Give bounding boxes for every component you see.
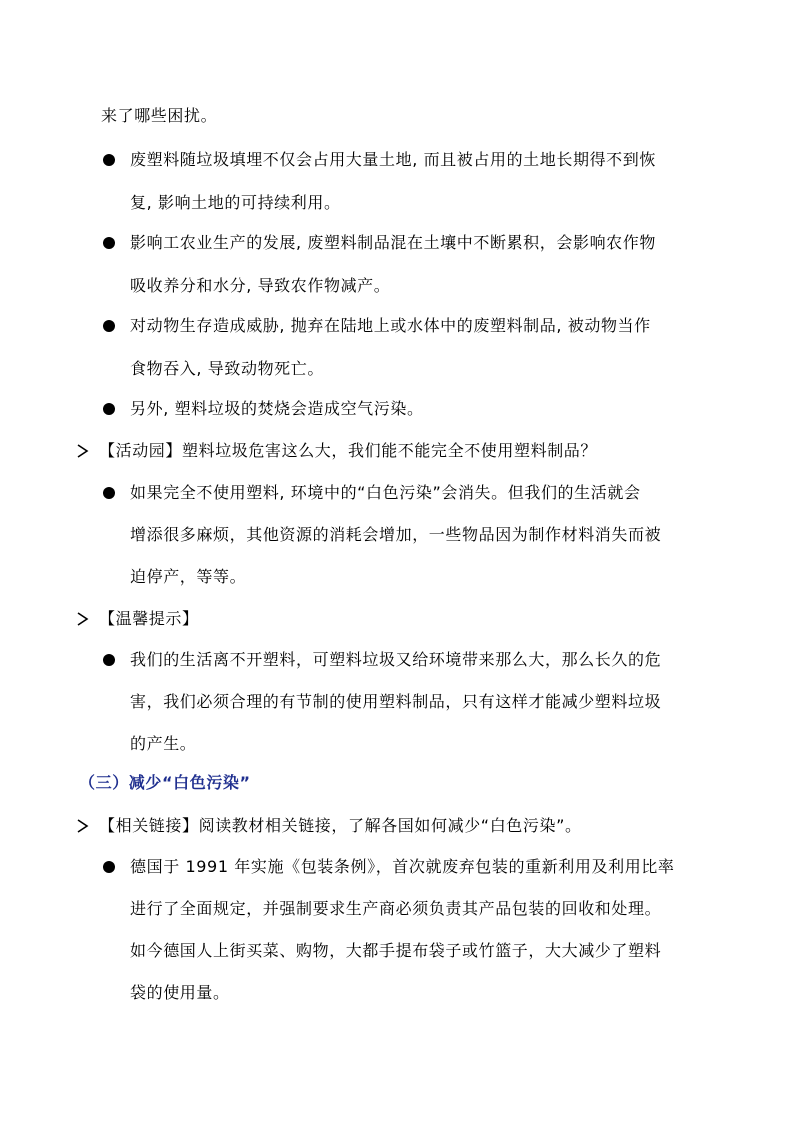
tip-line-1: 我们的生活离不开塑料，可塑料垃圾又给环境带来那么大，那么长久的危: [130, 650, 662, 669]
arrow-bullet-icon: [77, 443, 89, 459]
bullet-icon: [103, 320, 115, 332]
links-line-3: 如今德国人上街买菜、购物，大都手提布袋子或竹篮子，大大减少了塑料: [130, 941, 662, 960]
bullet-icon: [103, 487, 115, 499]
links-line-2: 进行了全面规定，并强制要求生产商必须负责其产品包装的回收和处理。: [130, 899, 662, 918]
activity-line-3: 迫停产，等等。: [130, 567, 247, 586]
impact-2-line-1: 影响工农业生产的发展, 废塑料制品混在土壤中不断累积，会影响农作物: [130, 233, 656, 252]
bullet-icon: [103, 154, 115, 166]
links-line-4: 袋的使用量。: [130, 983, 230, 1002]
links-heading: 【相关链接】阅读教材相关链接，了解各国如何减少“白色污染”。: [99, 816, 582, 835]
impact-2-line-2: 吸收养分和水分, 导致农作物减产。: [130, 276, 391, 295]
arrow-bullet-icon: [77, 611, 89, 627]
impact-3-line-2: 食物吞入, 导致动物死亡。: [130, 359, 324, 378]
intro-line: 来了哪些困扰。: [101, 106, 218, 125]
bullet-icon: [103, 403, 115, 415]
tip-line-2: 害，我们必须合理的有节制的使用塑料制品，只有这样才能减少塑料垃圾: [130, 692, 662, 711]
activity-line-2: 增添很多麻烦，其他资源的消耗会增加，一些物品因为制作材料消失而被: [130, 525, 662, 544]
activity-line-1: 如果完全不使用塑料, 环境中的“白色污染”会消失。但我们的生活就会: [130, 483, 641, 502]
bullet-icon: [103, 861, 115, 873]
impact-4-line-1: 另外, 塑料垃圾的焚烧会造成空气污染。: [130, 399, 424, 418]
links-line-1: 德国于 1991 年实施《包装条例》，首次就废弃包装的重新利用及利用比率: [130, 857, 675, 876]
bullet-icon: [103, 654, 115, 666]
bullet-icon: [103, 237, 115, 249]
arrow-bullet-icon: [77, 818, 89, 834]
activity-heading: 【活动园】塑料垃圾危害这么大，我们能不能完全不使用塑料制品？: [99, 441, 598, 460]
section-three-heading: （三）减少“白色污染”: [79, 773, 251, 792]
tip-heading: 【温馨提示】: [99, 609, 199, 628]
impact-1-line-1: 废塑料随垃圾填埋不仅会占用大量土地, 而且被占用的土地长期得不到恢: [130, 150, 656, 169]
impact-1-line-2: 复, 影响土地的可持续利用。: [130, 193, 341, 212]
impact-3-line-1: 对动物生存造成威胁, 抛弃在陆地上或水体中的废塑料制品, 被动物当作: [130, 316, 651, 335]
tip-line-3: 的产生。: [130, 734, 197, 753]
